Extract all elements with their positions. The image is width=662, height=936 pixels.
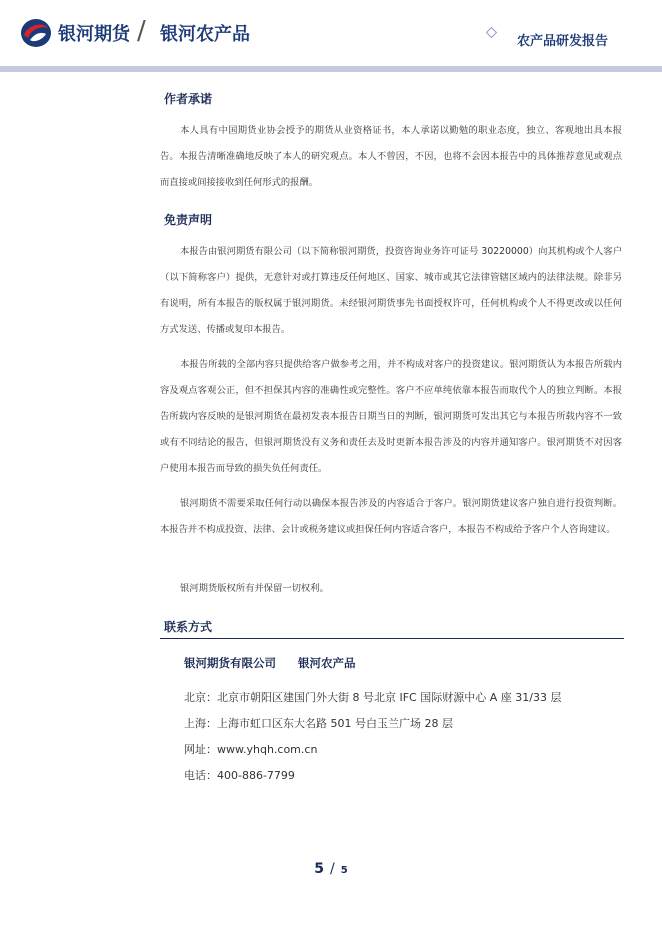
division-name: 银河农产品 bbox=[298, 656, 356, 670]
header-decoration-line bbox=[290, 26, 500, 40]
brand-divider: / bbox=[137, 16, 146, 46]
page-current: 5 bbox=[314, 861, 325, 877]
contact-website bbox=[184, 741, 317, 757]
contact-phone bbox=[184, 767, 295, 783]
phone-label: 电话： bbox=[184, 769, 217, 782]
brand-name: 银河期货 bbox=[58, 24, 130, 45]
header-bar bbox=[0, 66, 662, 72]
author-commitment-title: 作者承诺 bbox=[164, 92, 213, 106]
disclaimer-paragraph-4: 银河期货版权所有并保留一切权利。 bbox=[180, 583, 329, 594]
page-total: 5 bbox=[340, 865, 348, 876]
company-name: 银河期货有限公司 bbox=[184, 656, 276, 670]
sub-brand-name: 银河农产品 bbox=[160, 24, 250, 45]
disclaimer-paragraph-3: 银河期货不需要采取任何行动以确保本报告涉及的内容适合于客户。银河期货建议客户独自进行投资判断。本报告并不构成投资、法律、会计或税务建议或担保任何内容适合客户，本报告不构成给予客户个人咨询建议。 bbox=[160, 498, 622, 535]
disclaimer-paragraph-1: 本报告由银河期货有限公司（以下简称银河期货，投资咨询业务许可证号 30220000）向其机构或个人客户（以下简称客户）提供，无意针对或打算违反任何地区、国家、城市或其它法律管辖区域内的法律法规。除非另有说明，所有本报告的版权属于银河期货。未经银河期货事先书面授权许可，任何机构或个人不得更改或以任何方式发送、传播或复印本报告。 bbox=[160, 246, 622, 335]
contact-beijing bbox=[184, 689, 561, 705]
contact-company bbox=[184, 655, 374, 671]
page-header bbox=[0, 0, 662, 74]
beijing-address: 北京市朝阳区建国门外大街 8 号北京 IFC 国际财源中心 A 座 31/33 层 bbox=[217, 691, 562, 704]
website-url[interactable]: www.yhqh.com.cn bbox=[217, 743, 318, 756]
shanghai-label: 上海： bbox=[184, 717, 217, 730]
disclaimer-paragraph-2: 本报告所载的全部内容只提供给客户做参考之用，并不构成对客户的投资建议。银河期货认为本报告所载内容及观点客观公正，但不担保其内容的准确性或完整性。客户不应单纯依靠本报告而取代个人的独立判断。本报告所载内容反映的是银河期货在最初发表本报告日期当日的判断，银河期货可发出其它与本报告所载内容不一致或有不同结论的报告，但银河期货没有义务和责任去及时更新本报告涉及的内容并通知客户。银河期货不对因客户使用本报告而导致的损失负任何责任。 bbox=[160, 359, 622, 474]
beijing-label: 北京： bbox=[184, 691, 217, 704]
contact-shanghai bbox=[184, 715, 453, 731]
contact-divider bbox=[160, 638, 624, 639]
author-commitment-text: 本人具有中国期货业协会授予的期货从业资格证书，本人承诺以勤勉的职业态度，独立、客观地出具本报告。本报告清晰准确地反映了本人的研究观点。本人不曾因，不因，也将不会因本报告中的具体推荐意见或观点而直接或间接接收到任何形式的报酬。 bbox=[160, 125, 622, 188]
website-label: 网址： bbox=[184, 743, 217, 756]
phone-number: 400-886-7799 bbox=[217, 769, 295, 782]
disclaimer-title: 免责声明 bbox=[164, 213, 213, 227]
page-separator: / bbox=[330, 861, 335, 877]
page-number bbox=[0, 858, 662, 877]
contact-title: 联系方式 bbox=[164, 620, 213, 634]
galaxy-logo-icon bbox=[20, 18, 52, 48]
report-type-label: 农产品研发报告 bbox=[516, 34, 608, 49]
shanghai-address: 上海市虹口区东大名路 501 号白玉兰广场 28 层 bbox=[217, 717, 453, 730]
